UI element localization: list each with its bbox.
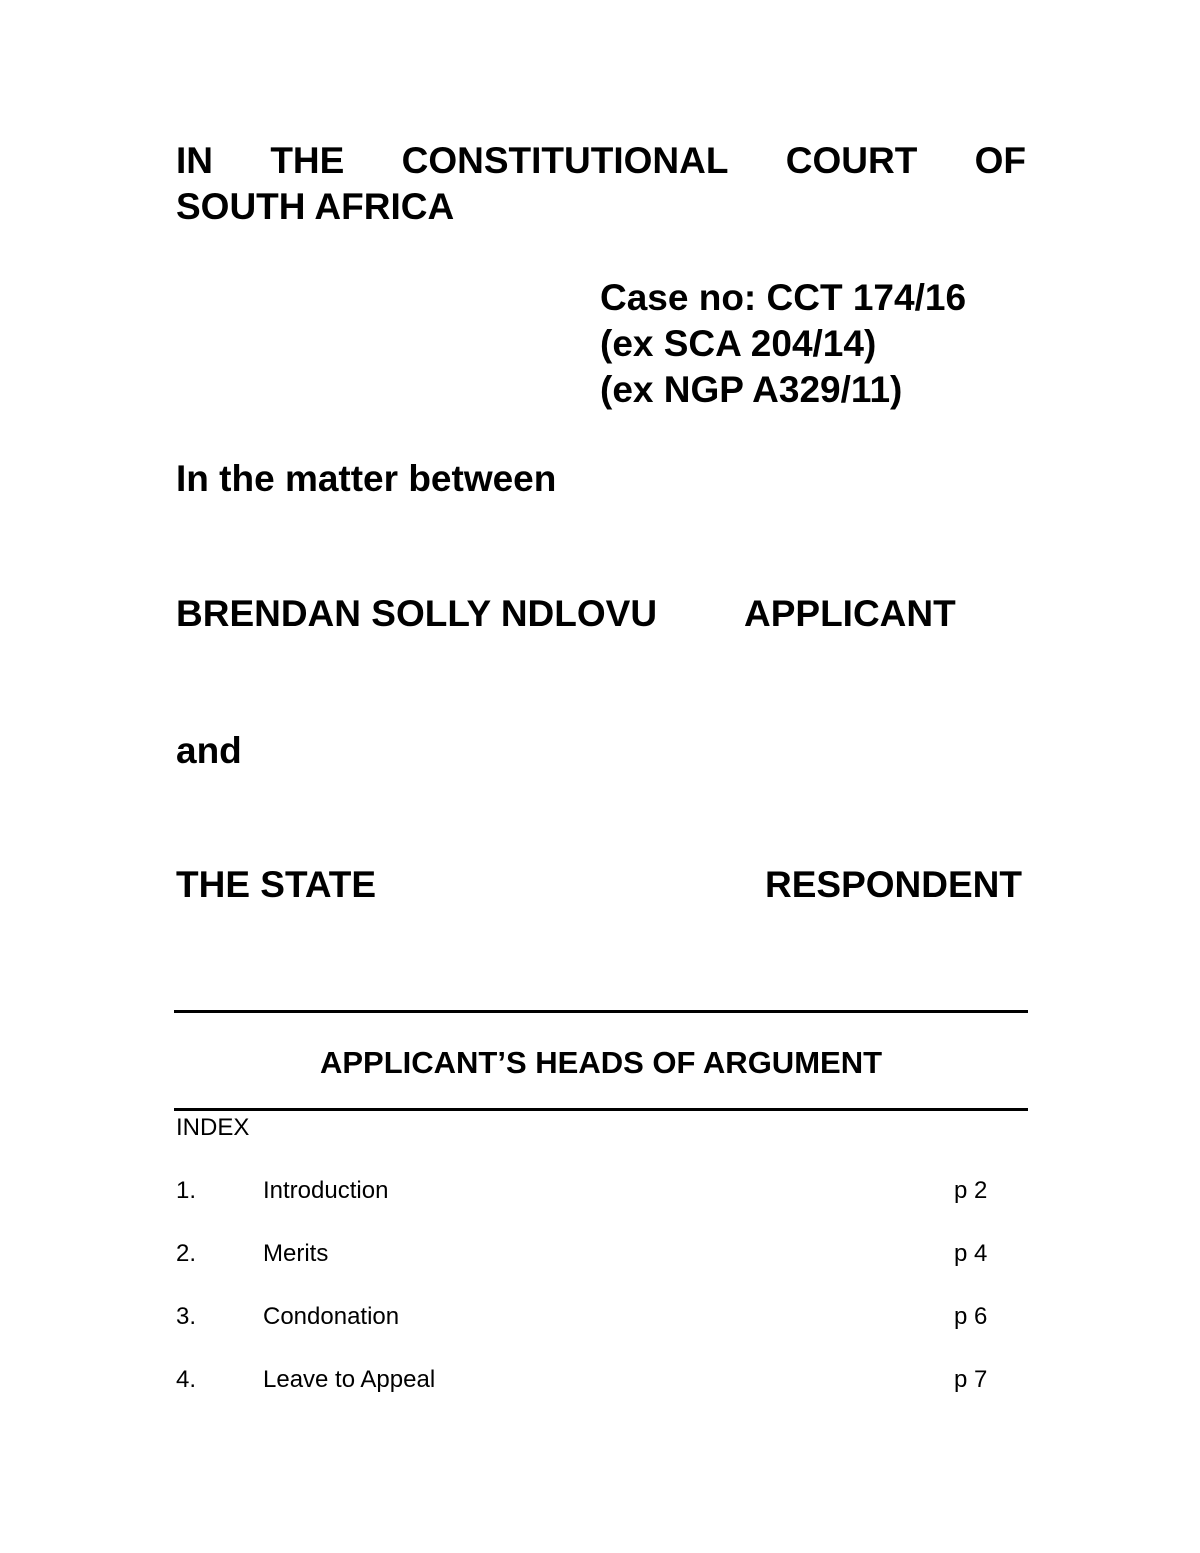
- court-title-line-1: [176, 138, 1026, 184]
- respondent-name: THE STATE: [176, 864, 377, 905]
- case-number: Case no: CCT 174/16: [600, 277, 967, 318]
- index-item-page: p 6: [954, 1303, 988, 1330]
- divider-bottom: [174, 1108, 1028, 1111]
- court-title-word: CONSTITUTIONAL: [401, 140, 729, 181]
- ex-ngp-number: (ex NGP A329/11): [600, 369, 903, 410]
- court-title-word: OF: [974, 140, 1026, 181]
- index-item-page: p 7: [954, 1366, 988, 1393]
- matter-heading: In the matter between: [176, 458, 557, 499]
- court-title-word: COURT: [785, 140, 918, 181]
- court-title-word: IN: [176, 140, 213, 181]
- court-title: [176, 138, 1026, 230]
- index-item-title: Condonation: [263, 1303, 400, 1330]
- court-title-line-2: SOUTH AFRICA: [176, 186, 455, 227]
- index-label: INDEX: [176, 1114, 250, 1141]
- conjunction-and: and: [176, 730, 242, 771]
- ex-sca-number: (ex SCA 204/14): [600, 323, 877, 364]
- index-item-number: 3.: [176, 1303, 197, 1330]
- case-number-block: [600, 275, 966, 413]
- applicant-row: [176, 591, 1026, 637]
- index-item-title: Leave to Appeal: [263, 1366, 436, 1393]
- index-item-title: Introduction: [263, 1177, 389, 1204]
- applicant-name: BRENDAN SOLLY NDLOVU: [176, 593, 658, 634]
- applicant-role: APPLICANT: [744, 593, 956, 634]
- index-item-number: 2.: [176, 1240, 197, 1267]
- document-title: APPLICANT’S HEADS OF ARGUMENT: [319, 1045, 883, 1080]
- respondent-role: RESPONDENT: [765, 864, 1022, 905]
- index-item-page: p 2: [954, 1177, 988, 1204]
- court-title-word: THE: [270, 140, 345, 181]
- index-item-page: p 4: [954, 1240, 988, 1267]
- divider-top: [174, 1010, 1028, 1013]
- index-item-number: 1.: [176, 1177, 197, 1204]
- index-item-number: 4.: [176, 1366, 197, 1393]
- index-item-title: Merits: [263, 1240, 329, 1267]
- respondent-row: [176, 862, 1026, 908]
